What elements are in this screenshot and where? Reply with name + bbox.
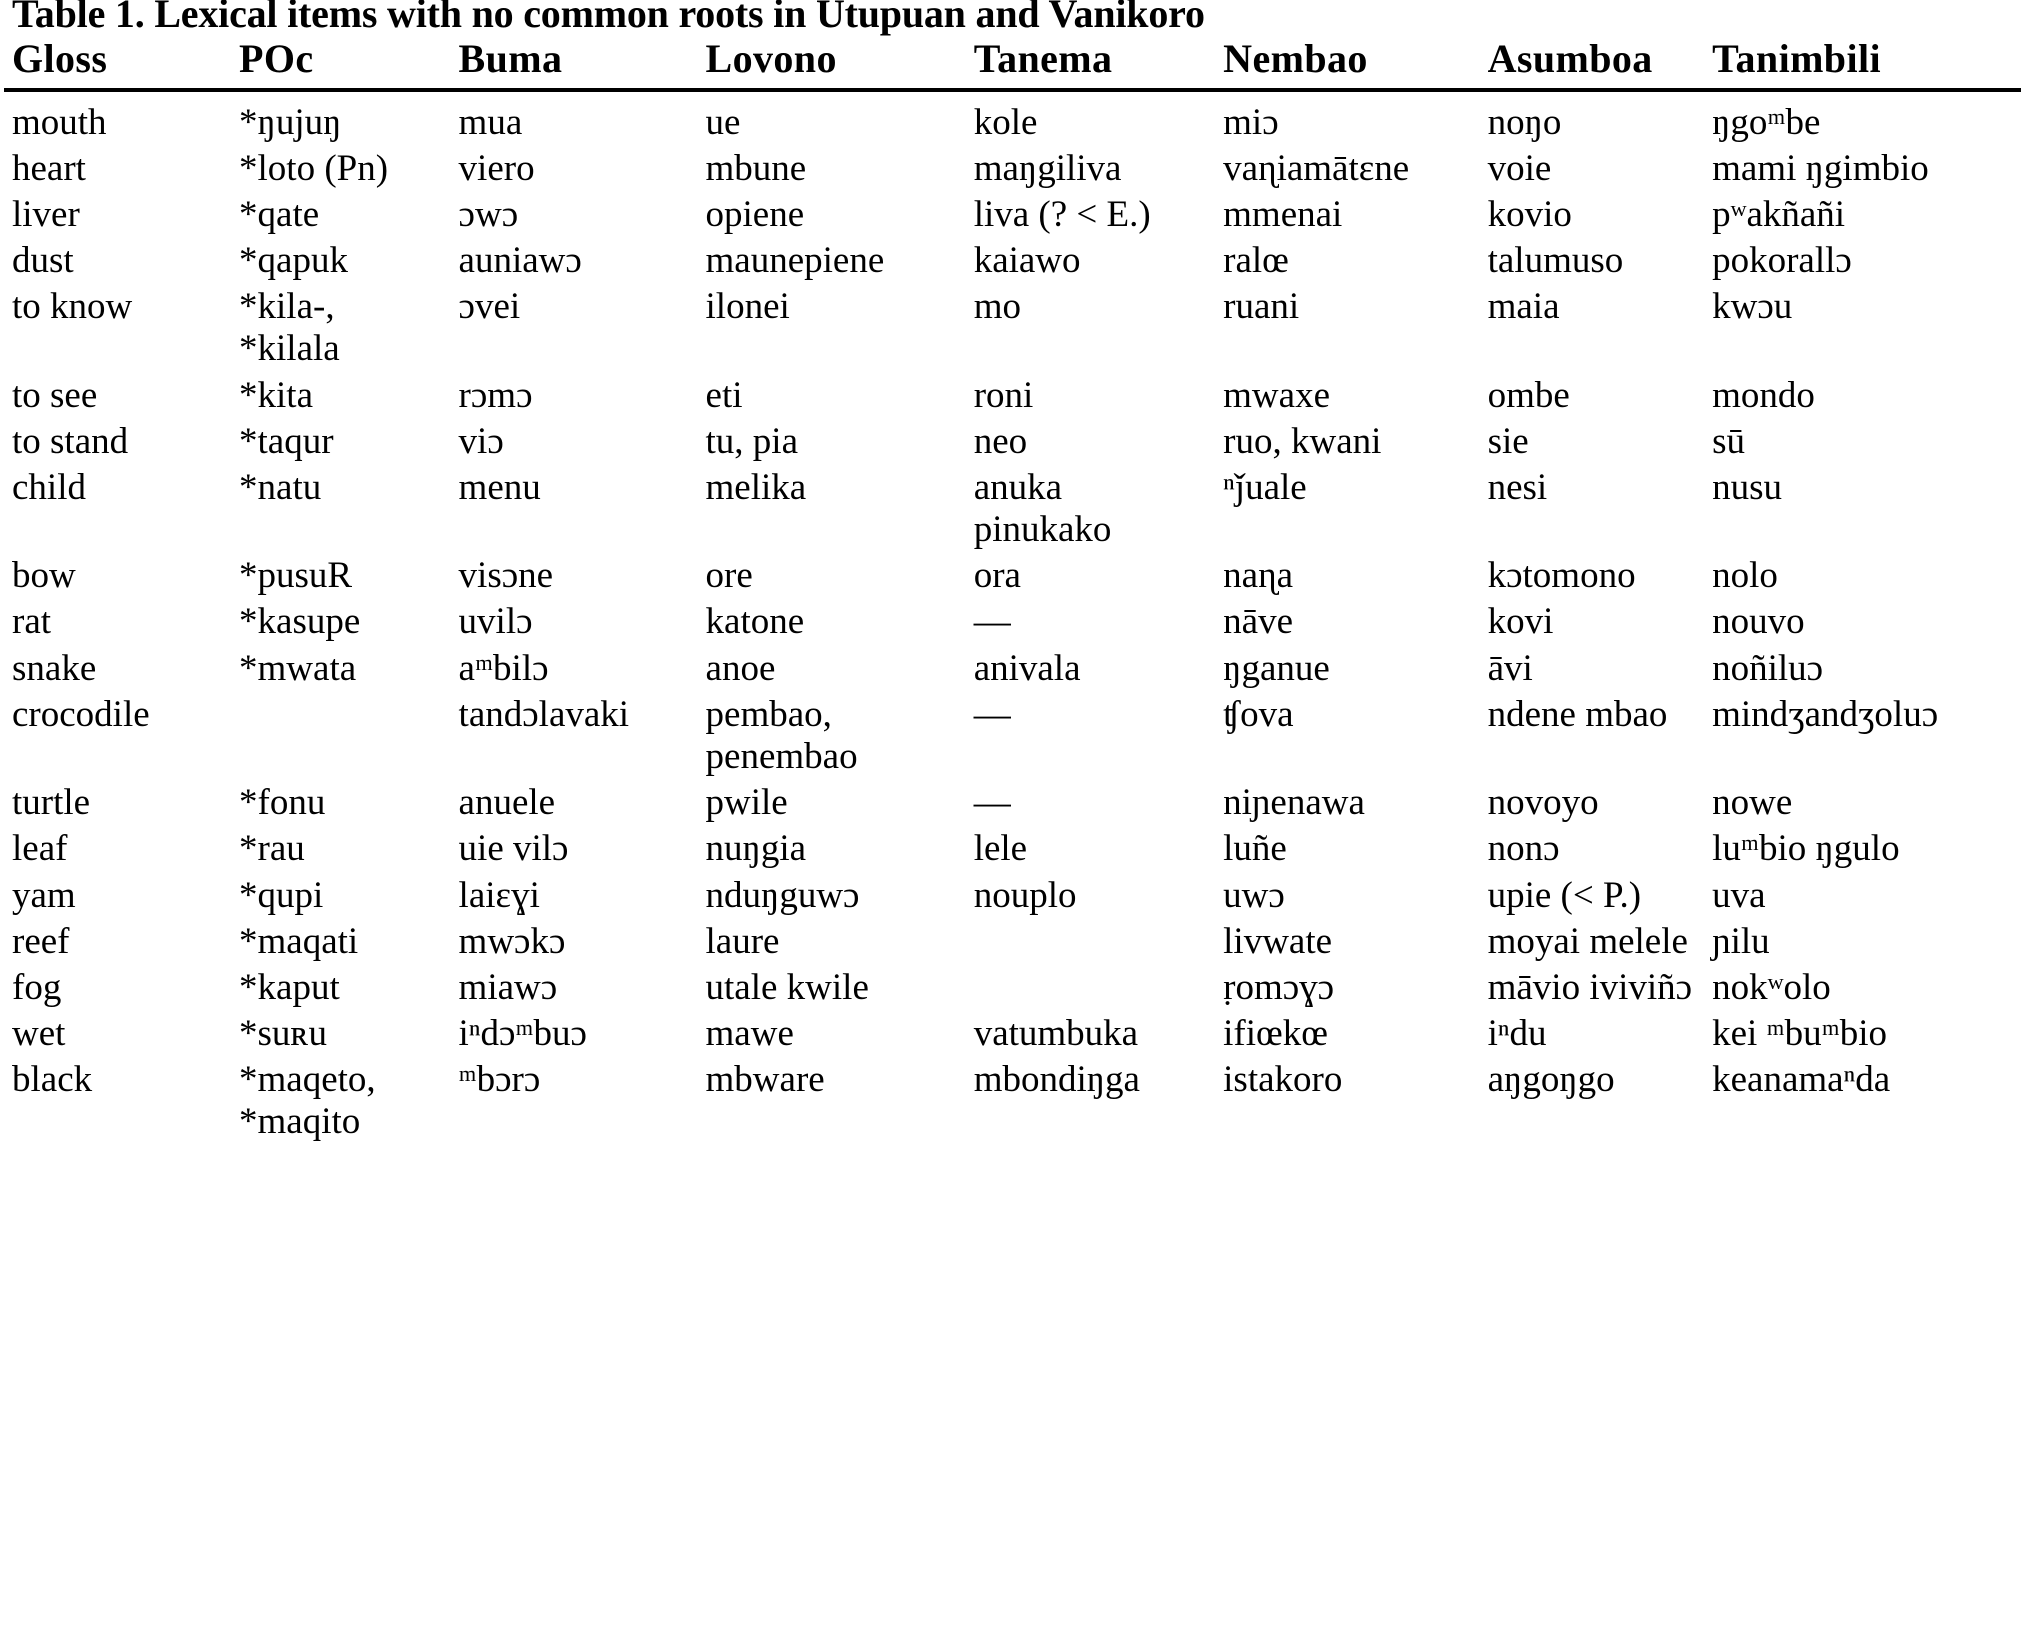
cell-gloss: heart — [12, 147, 86, 189]
table-row — [4, 146, 2021, 192]
cell-asumboa: sie — [1487, 420, 1529, 462]
cell-tanema: neo — [973, 420, 1028, 462]
cell-gloss: fog — [12, 966, 62, 1008]
cell-buma: viɔ — [458, 420, 504, 462]
cell-poc: *natu — [239, 466, 322, 508]
table-row — [4, 599, 2021, 645]
cell-tanema: vatumbuka — [973, 1013, 1139, 1055]
cell-tanema — [966, 919, 1215, 965]
cell-lovono: mbware — [705, 1059, 825, 1101]
cell-gloss: reef — [12, 920, 70, 962]
cell-asumboa: ombe — [1487, 374, 1570, 416]
cell-nembao: ŋganue — [1223, 647, 1330, 689]
cell-poc: *kasupe — [239, 601, 361, 643]
cell-tanimbili: mami ŋgimbio — [1712, 147, 1929, 189]
cell-nembao: niɲenawa — [1223, 782, 1365, 824]
cell-tanema — [966, 965, 1215, 1011]
column-header-poc: POc — [239, 36, 314, 81]
column-header-lovono: Lovono — [705, 36, 837, 81]
cell-tanema: — — [973, 601, 1011, 643]
cell-lovono: laure — [705, 920, 780, 962]
cell-poc: *taqur — [239, 420, 334, 462]
cell-poc: *loto (Pn) — [239, 147, 389, 189]
cell-gloss: child — [12, 466, 86, 508]
cell-gloss: leaf — [12, 828, 68, 870]
cell-gloss: to see — [12, 374, 98, 416]
cell-asumboa: kovi — [1487, 601, 1554, 643]
cell-asumboa: novoyo — [1487, 782, 1599, 824]
cell-nembao: mwaxe — [1223, 374, 1331, 416]
cell-tanema: — — [973, 782, 1011, 824]
lexical-comparison-table — [4, 36, 2021, 1146]
cell-nembao: ifiœkœ — [1223, 1013, 1328, 1055]
table-row — [4, 419, 2021, 465]
table-row — [4, 919, 2021, 965]
cell-poc: *qapuk — [239, 240, 348, 282]
cell-asumboa: maia — [1487, 286, 1560, 328]
cell-nembao: miɔ — [1223, 101, 1279, 143]
cell-lovono: eti — [705, 374, 743, 416]
cell-tanimbili: pokorallɔ — [1712, 240, 1852, 282]
cell-gloss: black — [12, 1059, 93, 1101]
cell-lovono: mbune — [705, 147, 807, 189]
table-row — [4, 373, 2021, 419]
cell-asumboa: iⁿdu — [1487, 1013, 1547, 1055]
cell-lovono: katone — [705, 601, 805, 643]
cell-asumboa: kovio — [1487, 193, 1572, 235]
cell-buma: ɔwɔ — [458, 193, 519, 235]
cell-nembao: livwate — [1223, 920, 1333, 962]
cell-buma: tandɔlavaki — [458, 693, 630, 735]
cell-tanema: mbondiŋga — [973, 1059, 1140, 1101]
cell-tanimbili: nowe — [1712, 782, 1793, 824]
cell-tanema: roni — [973, 374, 1034, 416]
cell-asumboa: kɔtomono — [1487, 555, 1636, 597]
cell-tanema: anivala — [973, 647, 1081, 689]
cell-lovono: anoe — [705, 647, 776, 689]
cell-buma: auniawɔ — [458, 240, 582, 282]
cell-tanimbili: nouvo — [1712, 601, 1805, 643]
cell-buma: uie vilɔ — [458, 828, 569, 870]
table-row — [4, 965, 2021, 1011]
cell-poc: *pusuR — [239, 555, 353, 597]
table-row — [4, 826, 2021, 872]
cell-nembao: naɳa — [1223, 555, 1294, 597]
cell-asumboa: māvio iviviñɔ — [1487, 966, 1693, 1008]
column-header-tanimbili: Tanimbili — [1712, 36, 1881, 81]
column-header-buma: Buma — [458, 36, 563, 81]
cell-buma: aᵐbilɔ — [458, 647, 549, 689]
column-header-tanema: Tanema — [973, 36, 1113, 81]
cell-tanema: kole — [973, 101, 1038, 143]
cell-poc: *ŋujuŋ — [239, 101, 342, 143]
cell-lovono: maunepiene — [705, 240, 885, 282]
cell-gloss: turtle — [12, 782, 91, 824]
cell-poc: *kita — [239, 374, 313, 416]
cell-tanimbili: nokʷolo — [1712, 966, 1831, 1008]
cell-gloss: wet — [12, 1013, 66, 1055]
cell-tanimbili: mondo — [1712, 374, 1815, 416]
table-row — [4, 1011, 2021, 1057]
cell-tanema: nouplo — [973, 874, 1077, 916]
cell-nembao: uwɔ — [1223, 874, 1285, 916]
cell-asumboa: noŋo — [1487, 101, 1562, 143]
cell-tanema: anuka pinukako — [973, 466, 1112, 551]
cell-tanema: — — [973, 693, 1011, 735]
cell-gloss: crocodile — [12, 693, 150, 735]
cell-gloss: bow — [12, 555, 76, 597]
cell-lovono: tu, pia — [705, 420, 798, 462]
cell-buma: visɔne — [458, 555, 554, 597]
table-row — [4, 692, 2021, 780]
table-header — [4, 36, 2021, 90]
cell-gloss: mouth — [12, 101, 107, 143]
cell-poc: *maqati — [239, 920, 359, 962]
table-row — [4, 238, 2021, 284]
cell-tanimbili: kei ᵐbuᵐbio — [1712, 1013, 1888, 1055]
cell-buma: menu — [458, 466, 541, 508]
cell-gloss: to stand — [12, 420, 129, 462]
table-row — [4, 284, 2021, 372]
cell-buma: rɔmɔ — [458, 374, 533, 416]
cell-tanema: maŋgiliva — [973, 147, 1122, 189]
cell-poc: *kaput — [239, 966, 340, 1008]
cell-nembao: nāve — [1223, 601, 1294, 643]
cell-lovono: ore — [705, 555, 753, 597]
cell-lovono: pwile — [705, 782, 788, 824]
cell-asumboa: nonɔ — [1487, 828, 1560, 870]
column-header-asumboa: Asumboa — [1487, 36, 1653, 81]
cell-asumboa: aŋgoŋgo — [1487, 1059, 1615, 1101]
cell-lovono: nuŋgia — [705, 828, 807, 870]
cell-gloss: dust — [12, 240, 74, 282]
cell-asumboa: āvi — [1487, 647, 1533, 689]
cell-gloss: yam — [12, 874, 76, 916]
cell-poc: *maqeto, *maqito — [239, 1059, 376, 1143]
header-row — [4, 36, 2021, 90]
cell-tanimbili: keanamaⁿda — [1712, 1059, 1891, 1101]
cell-nembao: vaɳiamātɛne — [1223, 147, 1410, 189]
cell-lovono: pembao, penembao — [705, 693, 858, 777]
cell-buma: mwɔkɔ — [458, 920, 566, 962]
cell-tanema: ora — [973, 555, 1021, 597]
cell-gloss: rat — [12, 601, 52, 643]
table-row — [4, 465, 2021, 553]
cell-tanimbili: sū — [1712, 420, 1746, 462]
table-body — [4, 90, 2021, 1146]
cell-asumboa: nesi — [1487, 466, 1548, 508]
cell-nembao: ʧova — [1223, 693, 1294, 735]
cell-poc: *rau — [239, 828, 305, 870]
table-row — [4, 192, 2021, 238]
cell-asumboa: ndene mbao — [1487, 693, 1668, 735]
cell-poc — [231, 692, 451, 780]
cell-nembao: ṛomɔɣɔ — [1223, 966, 1335, 1008]
cell-gloss: snake — [12, 647, 97, 689]
cell-tanimbili: noñiluɔ — [1712, 647, 1824, 689]
column-header-nembao: Nembao — [1223, 36, 1368, 81]
cell-nembao: luñe — [1223, 828, 1287, 870]
table-row — [4, 873, 2021, 919]
cell-lovono: opiene — [705, 193, 805, 235]
cell-buma: laiɛɣi — [458, 874, 540, 916]
cell-nembao: istakoro — [1223, 1059, 1343, 1101]
cell-lovono: ue — [705, 101, 741, 143]
cell-tanimbili: ɲilu — [1712, 920, 1770, 962]
cell-poc: *qate — [239, 193, 320, 235]
cell-poc: *mwata — [239, 647, 357, 689]
cell-tanimbili: pʷakñañi — [1712, 193, 1846, 235]
cell-tanema: mo — [973, 286, 1021, 328]
cell-buma: mua — [458, 101, 523, 143]
cell-poc: *kila-, *kilala — [239, 286, 340, 370]
cell-lovono: ilonei — [705, 286, 790, 328]
cell-lovono: nduŋguwɔ — [705, 874, 860, 916]
cell-asumboa: upie (< P.) — [1487, 874, 1642, 916]
table-row — [4, 90, 2021, 146]
table-row — [4, 1057, 2021, 1145]
cell-gloss: liver — [12, 193, 80, 235]
table-row — [4, 646, 2021, 692]
cell-tanema: liva (? < E.) — [973, 193, 1151, 235]
cell-tanimbili: nusu — [1712, 466, 1783, 508]
table-caption: Table 1. Lexical items with no common roots in Utupuan and Vanikoro — [12, 0, 1205, 36]
cell-asumboa: moyai melele — [1487, 920, 1688, 962]
cell-tanimbili: kwɔu — [1712, 286, 1793, 328]
cell-nembao: ⁿǰuale — [1223, 466, 1307, 508]
cell-asumboa: talumuso — [1487, 240, 1624, 282]
cell-lovono: melika — [705, 466, 807, 508]
cell-tanema: kaiawo — [973, 240, 1081, 282]
cell-buma: ɔvei — [458, 286, 521, 328]
cell-tanimbili: luᵐbio ŋgulo — [1712, 828, 1900, 870]
cell-poc: *fonu — [239, 782, 326, 824]
cell-tanimbili: nolo — [1712, 555, 1778, 597]
cell-asumboa: voie — [1487, 147, 1552, 189]
cell-poc: *suʀu — [239, 1013, 327, 1055]
cell-gloss: to know — [12, 286, 133, 328]
cell-tanimbili: uva — [1712, 874, 1766, 916]
cell-tanimbili: ŋgoᵐbe — [1712, 101, 1821, 143]
table-row — [4, 553, 2021, 599]
cell-buma: uvilɔ — [458, 601, 533, 643]
cell-nembao: ralœ — [1223, 240, 1289, 282]
cell-nembao: mmenai — [1223, 193, 1343, 235]
cell-tanimbili: mindʒandʒoluɔ — [1712, 693, 1939, 735]
cell-lovono: mawe — [705, 1013, 794, 1055]
cell-poc: *qupi — [239, 874, 324, 916]
cell-buma: miawɔ — [458, 966, 558, 1008]
cell-nembao: ruo, kwani — [1223, 420, 1382, 462]
cell-lovono: utale kwile — [705, 966, 869, 1008]
table-row — [4, 780, 2021, 826]
cell-nembao: ruani — [1223, 286, 1300, 328]
cell-buma: anuele — [458, 782, 556, 824]
cell-buma: iⁿdɔᵐbuɔ — [458, 1013, 587, 1055]
cell-buma: ᵐbɔrɔ — [458, 1059, 541, 1101]
column-header-gloss: Gloss — [12, 36, 108, 81]
cell-buma: viero — [458, 147, 535, 189]
cell-tanema: lele — [973, 828, 1028, 870]
